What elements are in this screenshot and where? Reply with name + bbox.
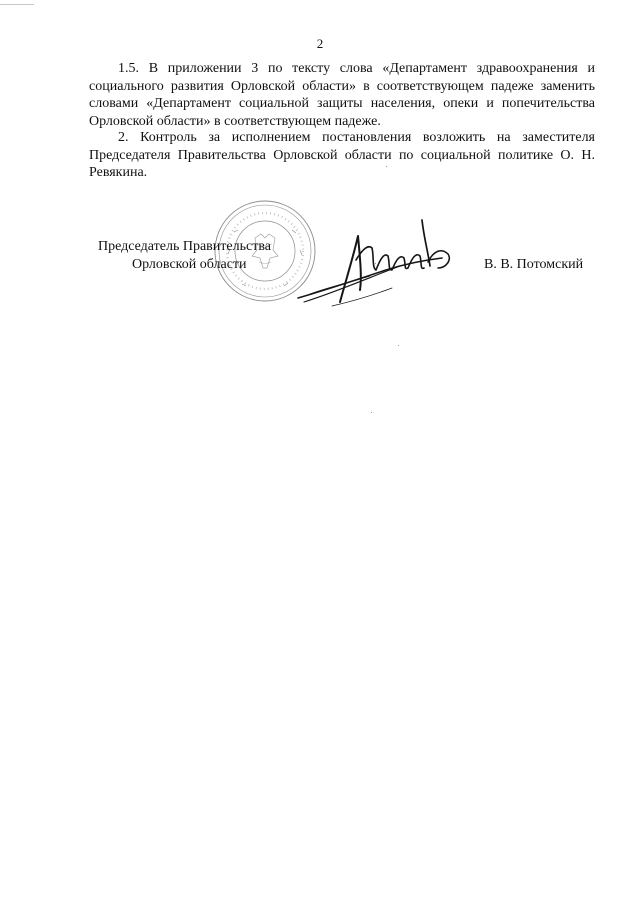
position-line-2: Орловской области <box>132 256 247 272</box>
paragraph-1-5: 1.5. В приложении 3 по тексту слова «Департамент здравоохранения и социального развития Орловской области» в соответствующем падеже заменить словами «Департамент социальной защиты населения, опеки и попечительства Орловской области» в соответствующем падеже. <box>89 61 595 129</box>
signatory-name: В. В. Потомский <box>484 257 584 272</box>
paragraph-2: 2. Контроль за исполнением постановления возложить на заместителя Председателя Правительства Орловской области по социальной политике О. Н. Ревякина. <box>89 130 595 180</box>
signatory-position <box>98 238 271 273</box>
position-line-1: Председатель Правительства <box>98 239 271 254</box>
scan-edge-line <box>0 4 34 5</box>
scan-speck <box>386 166 387 167</box>
page-number: 2 <box>316 36 324 51</box>
scan-speck <box>375 263 376 264</box>
scan-speck <box>371 412 372 413</box>
handwritten-signature-icon <box>296 210 474 314</box>
scan-speck <box>398 345 399 346</box>
